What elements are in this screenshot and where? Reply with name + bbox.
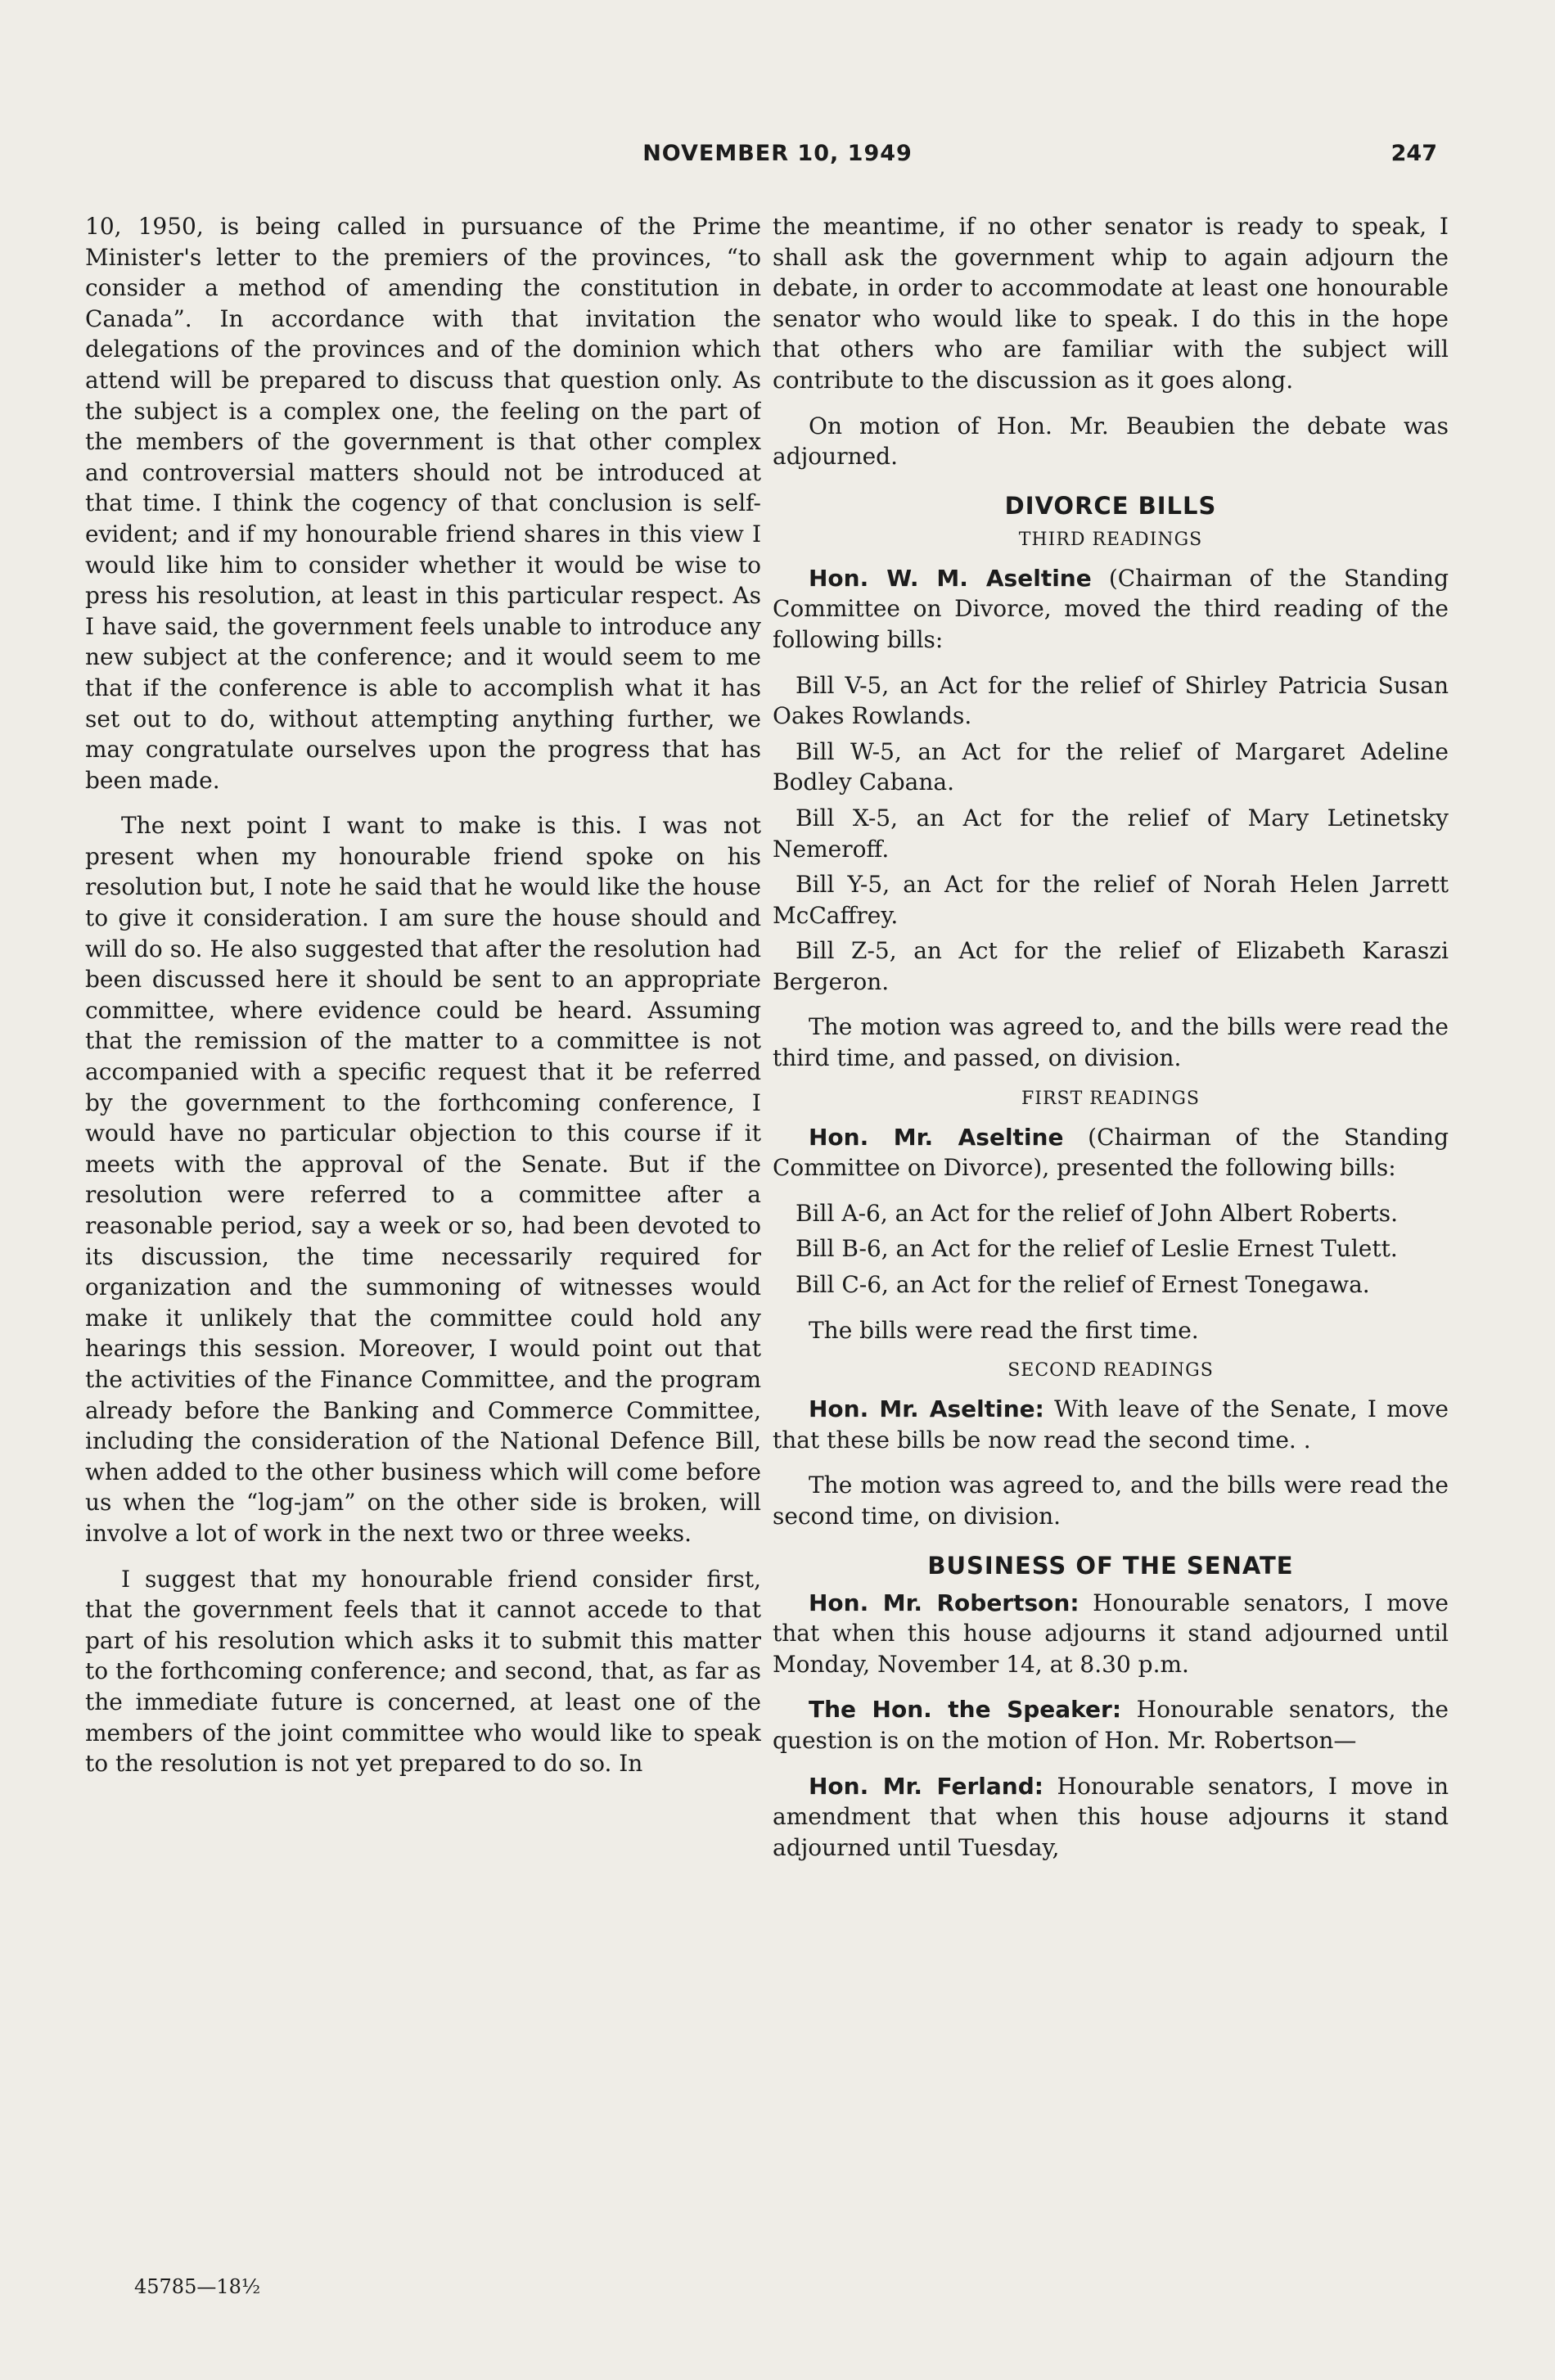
speech-text: Honourable senators, the question is on the motion of Hon. Mr. Robertson— (773, 1696, 1449, 1754)
bill-item: Bill C-6, an Act for the relief of Ernest Tonegawa. (796, 1271, 1370, 1299)
bill-item: Bill B-6, an Act for the relief of Leslie Ernest Tulett. (796, 1235, 1398, 1263)
speech-text: With leave of the Senate, I move that these bills be now read the second time. . (773, 1395, 1449, 1454)
speaker-name: Hon. Mr. Aseltine (809, 1123, 1064, 1151)
speech-text: Honourable senators, I move that when this house adjourns it stand adjourned until Monday, November 14, at 8.30 p.m. (773, 1589, 1449, 1678)
speaker-name: The Hon. the Speaker: (809, 1696, 1122, 1724)
speaker-name: Hon. Mr. Ferland: (809, 1772, 1043, 1800)
page-number: 247 (1390, 141, 1437, 166)
paragraph (773, 1588, 1449, 1680)
bill-item: Bill Z-5, an Act for the relief of Elizabeth Karaszi Bergeron. (773, 937, 1449, 995)
paragraph: The motion was agreed to, and the bills were read the third time, and passed, on division. (773, 1013, 1449, 1072)
bill-item: Bill Y-5, an Act for the relief of Norah Helen Jarrett McCaffrey. (773, 871, 1449, 929)
paragraph: On motion of Hon. Mr. Beaubien the debate was adjourned. (773, 412, 1449, 471)
paragraph (773, 1694, 1449, 1756)
speaker-name: Hon. W. M. Aseltine (809, 564, 1092, 592)
section-heading-business-of-the-senate: BUSINESS OF THE SENATE (927, 1551, 1294, 1580)
footnote-print-code: 45785—18½ (134, 2275, 261, 2298)
subheading-third-readings: THIRD READINGS (1018, 529, 1203, 550)
page-title: NOVEMBER 10, 1949 (642, 141, 913, 166)
paragraph: The motion was agreed to, and the bills were read the second time, on division. (773, 1472, 1449, 1530)
paragraph (773, 1771, 1449, 1864)
speaker-name: Hon. Mr. Robertson: (809, 1589, 1079, 1616)
speaker-name: Hon. Mr. Aseltine: (809, 1395, 1044, 1423)
paragraph (773, 1122, 1449, 1183)
bill-item: Bill A-6, an Act for the relief of John Albert Roberts. (796, 1199, 1398, 1227)
subheading-first-readings: FIRST READINGS (1021, 1088, 1200, 1109)
right-column (773, 211, 1449, 2306)
bill-item: Bill V-5, an Act for the relief of Shirley Patricia Susan Oakes Rowlands. (773, 671, 1449, 730)
bill-item: Bill X-5, an Act for the relief of Mary Letinetsky Nemeroff. (773, 804, 1449, 863)
subheading-second-readings: SECOND READINGS (1007, 1360, 1214, 1382)
paragraph: the meantime, if no other senator is ready to speak, I shall ask the government whip to again adjourn the debate, in order to accommodate at least one honourable senator who would like to speak. I do this in the hope that others who are familiar with the subject will contribute to the discussion as it goes along. (773, 213, 1449, 394)
bill-item: Bill W-5, an Act for the relief of Margaret Adeline Bodley Cabana. (773, 737, 1449, 796)
paragraph: The next point I want to make is this. I was not present when my honourable friend spoke on his resolution but, I note he said that he would like the house to give it consideration. I am sure the house should and will do so. He also suggested that after the resolution had been discussed here it should be sent to an appropriate committee, where evidence could be heard. Assuming that the remission of the matter to a committee is not accompanied with a specific request that it be referred by the government to the forthcoming conference, I would have no particular objection to this course if it meets with the approval of the Senate. But if the resolution were referred to a committee after a reasonable period, say a week or so, had been devoted to its discussion, the time necessarily required for organization and the summoning of witnesses would make it unlikely that the committee could hold any hearings this session. Moreover, I would point out that the activities of the Finance Committee, and the program already before the Banking and Commerce Committee, including the consideration of the National Defence Bill, when added to the other business which will come before us when the “log-jam” on the other side is broken, will involve a lot of work in the next two or three weeks. (85, 812, 761, 1547)
speech-text: (Chairman of the Standing Committee on Divorce), presented the following bills: (773, 1123, 1449, 1182)
speech-text: Honourable senators, I move in amendment that when this house adjourns it stand adjourned until Tuesday, (773, 1772, 1449, 1861)
paragraph: 10, 1950, is being called in pursuance of the Prime Minister's letter to the premiers of the provinces, “to consider a method of amending the constitution in Canada”. In accordance with that invitation the delegations of the provinces and of the dominion which attend will be prepared to discuss that question only. As the subject is a complex one, the feeling on the part of the members of the government is that other complex and controversial matters should not be introduced at that time. I think the cogency of that conclusion is self-evident; and if my honourable friend shares in this view I would like him to consider whether it would be wise to press his resolution, at least in this particular respect. As I have said, the government feels unable to introduce any new subject at the conference; and it would seem to me that if the conference is able to accomplish what it has set out to do, without attempting anything further, we may congratulate ourselves upon the progress that has been made. (85, 213, 761, 794)
speech-text: (Chairman of the Standing Committee on Divorce, moved the third reading of the following bills: (773, 564, 1449, 653)
left-column (85, 211, 761, 2306)
page-header (0, 141, 1555, 182)
paragraph: I suggest that my honourable friend consider first, that the government feels that it cannot accede to that part of his resolution which asks it to submit this matter to the forthcoming conference; and second, that, as far as the immediate future is concerned, at least one of the members of the joint committee who would like to speak to the resolution is not yet prepared to do so. In (85, 1565, 761, 1778)
section-heading-divorce-bills: DIVORCE BILLS (1004, 491, 1217, 520)
paragraph (773, 1394, 1449, 1455)
paragraph (773, 563, 1449, 656)
paragraph: The bills were read the first time. (809, 1316, 1199, 1344)
